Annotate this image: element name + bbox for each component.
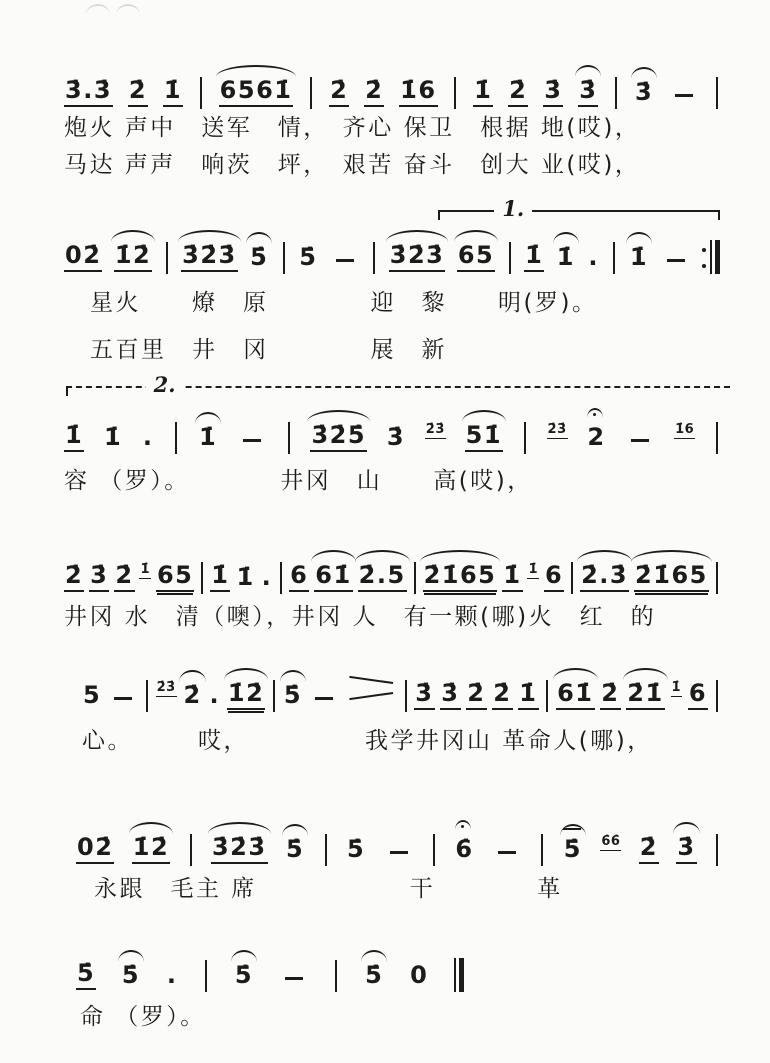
note: . (209, 680, 221, 709)
notes-row (64, 544, 720, 592)
dash-note (336, 259, 354, 262)
slur (553, 668, 597, 680)
lyric-line: 五百里 井 冈 展 新 (90, 337, 447, 363)
barline (166, 242, 168, 274)
slur (626, 232, 652, 244)
slur (386, 230, 449, 242)
thick-bar (715, 240, 720, 274)
note: 2̇1̇65 (423, 563, 498, 592)
scan-artifact-marks (86, 4, 146, 14)
note: 5̇ (364, 963, 384, 990)
slur (631, 67, 657, 79)
thin-bar (454, 958, 456, 992)
note: 2̇1̇ (626, 681, 664, 710)
lyric-line: 永跟 毛主 席 干 革 (94, 876, 563, 902)
volta-bracket (438, 196, 720, 224)
lyric-line: 星火 燎 原 迎 黎 明(罗)。 (90, 290, 598, 316)
slur (553, 232, 579, 244)
note: 3̇ (386, 422, 406, 451)
slur (195, 412, 221, 424)
note: 5̇ (299, 242, 318, 271)
note: 2̇ (128, 78, 148, 107)
barline (288, 422, 290, 454)
notes-row (64, 59, 720, 107)
note: 6 (544, 563, 564, 592)
volta-label: 1. (494, 196, 532, 221)
slur (246, 232, 272, 244)
slur (361, 950, 387, 962)
dash-note (315, 697, 333, 700)
volta-label: 2. (146, 372, 184, 397)
barline (716, 77, 718, 109)
grace-note: 1̇ (671, 680, 682, 696)
barline (613, 242, 615, 274)
barline (716, 834, 718, 866)
note: 1̇6 (399, 78, 437, 107)
note: 1̇ (198, 425, 218, 452)
note: 2̇ (466, 681, 486, 710)
slur (575, 65, 601, 77)
notes-row (82, 662, 720, 710)
slur (224, 668, 268, 680)
notes-row (64, 372, 720, 452)
dash-note (243, 439, 261, 442)
final-barline (454, 958, 464, 992)
note: 3̇ (676, 835, 696, 864)
slur (208, 822, 271, 834)
note: 5̇ (285, 837, 305, 864)
repeat-barline (702, 240, 720, 274)
note: 1̇ (502, 563, 522, 592)
slur (307, 410, 370, 422)
barline (454, 77, 456, 109)
note: . (166, 960, 178, 989)
grace-note: 2̇3̇ (547, 422, 567, 438)
barline (205, 960, 207, 992)
note: 2̇.5 (358, 563, 407, 592)
note: 5̇ (249, 245, 269, 272)
note: 1̇ (103, 422, 123, 451)
lyric-line: 炮火 声中 送军 情， 齐心 保卫 根据 地(哎)， (64, 115, 641, 141)
dash-note (285, 977, 303, 980)
note: 2̇1̇65 (634, 563, 709, 592)
note: 2̇ (182, 683, 202, 710)
barline (175, 422, 177, 454)
barline (335, 960, 337, 992)
barline (373, 242, 375, 274)
note: 3̇2̇3̇ (181, 243, 238, 272)
thick-bar (459, 958, 464, 992)
note: 0 (410, 960, 429, 989)
notes-row (64, 196, 720, 272)
barline (716, 562, 718, 594)
slur (420, 550, 501, 562)
system-3 (64, 372, 720, 497)
lyric-line: 井冈 水 清（噢），井冈 人 有一颗(哪)火 红 的 (64, 604, 657, 630)
note: 02̇ (76, 835, 114, 864)
note: 5̇ (234, 963, 254, 990)
note: 5 (83, 680, 102, 709)
note: 2̇ (364, 78, 384, 107)
lyric-line: 心。 哎， 我学井冈山 革命人(哪)， (82, 728, 653, 754)
barline (571, 562, 573, 594)
barline (433, 834, 435, 866)
note: 1̇ (556, 245, 576, 272)
barline (310, 77, 312, 109)
dash-note (498, 851, 516, 854)
note: 2̇ (114, 563, 134, 592)
note: 5̇ (283, 683, 303, 710)
barline (190, 834, 192, 866)
note: 6 (688, 681, 708, 710)
notes-row (76, 816, 720, 864)
note: 61̇ (556, 681, 594, 710)
slur (454, 230, 498, 242)
note: 61̇ (314, 563, 352, 592)
note: . (261, 562, 273, 591)
fermata-icon (455, 820, 473, 832)
note: 65 (457, 243, 495, 272)
slur (216, 65, 297, 77)
note: 3̇ (578, 78, 598, 107)
grace-note: 6̇6̇ (601, 834, 621, 850)
note: 02̇ (64, 243, 102, 272)
note: 6̇ (454, 837, 474, 864)
barline (716, 680, 718, 712)
repeat-dots (702, 245, 706, 271)
slur (129, 822, 173, 834)
dash-note (114, 697, 132, 700)
note: 3̇2̇5̇ (310, 423, 367, 452)
grace-note: 1̇ (528, 562, 539, 578)
volta-bracket (66, 372, 730, 400)
slur (282, 824, 308, 836)
barline (509, 242, 511, 274)
barline (615, 77, 617, 109)
note: 1̇ (64, 423, 84, 452)
notes-row (76, 940, 464, 990)
system-4 (64, 544, 720, 633)
slur (178, 230, 241, 242)
grace-note: 2̇3̇ (156, 680, 176, 696)
system-1 (64, 59, 720, 181)
note: 5̇ (121, 963, 141, 990)
thin-bar (710, 240, 712, 274)
note: 6 (289, 563, 309, 592)
lyric-line: 容 （罗）。 井冈 山 高(哎)， (64, 468, 533, 494)
slur (311, 550, 355, 562)
slur (577, 550, 632, 562)
note: 2 (586, 425, 606, 452)
note: 1̇2̇ (227, 681, 265, 710)
note: 5̇ (563, 837, 583, 864)
note: 6561̇ (219, 78, 294, 107)
note: 3̇2̇3̇ (211, 835, 268, 864)
barline (325, 834, 327, 866)
note: 1̇ (236, 562, 255, 591)
dash-note (390, 851, 408, 854)
dash-note (675, 94, 693, 97)
lyric-line: 马达 声声 响茨 坪， 艰苦 奋斗 创大 业(哎)， (64, 152, 641, 178)
note: 3̇ (543, 78, 563, 107)
note: 51̇ (465, 423, 503, 452)
note: 2̇ (492, 681, 512, 710)
note: 1̇ (163, 78, 183, 107)
slur (673, 822, 699, 834)
barline (524, 422, 526, 454)
barline (405, 680, 407, 712)
slur (231, 950, 257, 962)
barline (146, 680, 148, 712)
note: 3̇ (414, 681, 434, 710)
lyric-line: 命 （罗）。 (80, 1004, 206, 1030)
slur (623, 668, 667, 680)
note: 1̇ (518, 681, 538, 710)
fermata-icon (587, 408, 605, 420)
note: 2̇ (600, 681, 620, 710)
note: 3̇.3̇ (64, 78, 113, 107)
note: 2̇ (508, 78, 528, 107)
system-6 (76, 816, 720, 905)
note: 3̇ (89, 563, 109, 592)
note: 1̇2̇ (132, 835, 170, 864)
barline (201, 562, 203, 594)
note: 2̇.3̇ (580, 563, 629, 592)
dash-note (631, 439, 649, 442)
grace-note: 2̇3̇ (425, 422, 445, 438)
note: 2̇ (639, 835, 659, 864)
note: 3̇2̇3̇ (389, 243, 446, 272)
note: 2̇ (329, 78, 349, 107)
barline (200, 77, 202, 109)
barline (716, 422, 718, 454)
system-5 (82, 662, 720, 757)
slur (355, 550, 410, 562)
note: 1̇ (473, 78, 493, 107)
note: . (588, 242, 599, 271)
slur (111, 230, 155, 242)
barline (546, 680, 548, 712)
slur (179, 670, 205, 682)
note: . (142, 422, 154, 451)
note: 65 (156, 563, 194, 592)
note: 2̇ (64, 563, 84, 592)
slur (462, 410, 506, 422)
hairpin-icon (349, 680, 393, 696)
barline (283, 242, 285, 274)
barline (273, 680, 275, 712)
dash-note (667, 259, 685, 262)
note: 1̇2̇ (114, 243, 152, 272)
note: 5̇ (346, 834, 366, 863)
barline (414, 562, 416, 594)
slur (280, 670, 306, 682)
slur (560, 824, 586, 836)
system-7 (76, 940, 464, 1033)
grace-note: 1̇6 (675, 422, 695, 438)
note: 1̇ (524, 243, 544, 272)
note: 5̇ (76, 961, 96, 990)
note: 1̇ (210, 563, 230, 592)
slur (118, 950, 144, 962)
slur (631, 550, 712, 562)
note: 1̇ (629, 245, 649, 272)
barline (541, 834, 543, 866)
barline (280, 562, 282, 594)
grace-note: 1̇ (140, 562, 151, 578)
tie-line (563, 828, 581, 830)
system-2 (64, 196, 720, 366)
note: 3̇ (634, 80, 654, 107)
note: 3̇ (440, 681, 460, 710)
